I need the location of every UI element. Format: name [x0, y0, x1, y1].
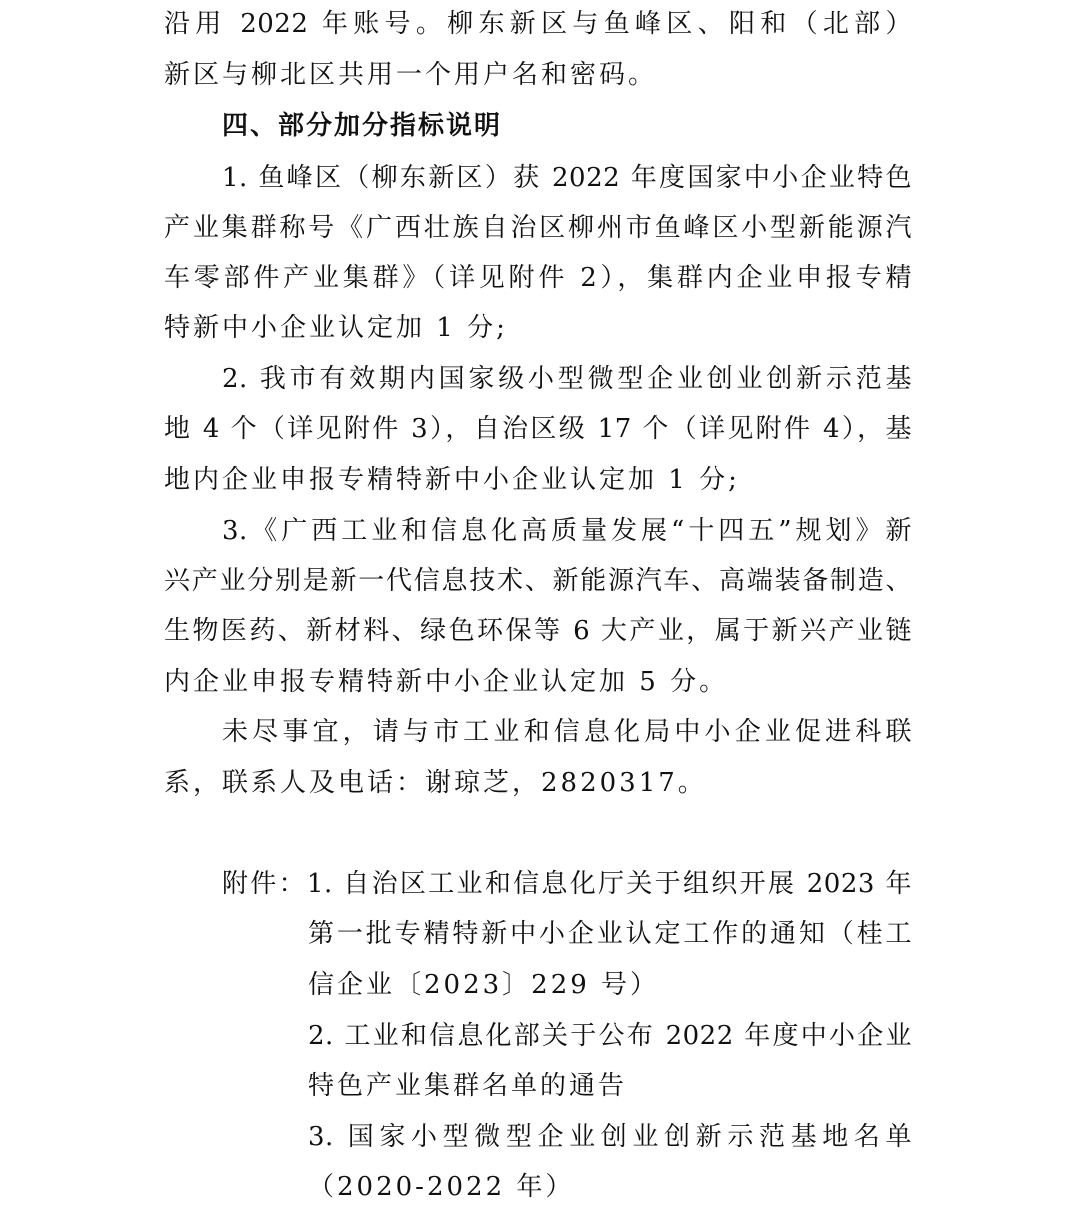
text-line: 未尽事宜，请与市工业和信息化局中小企业促进科联	[222, 717, 912, 747]
text-line: 沿用 2022 年账号。柳东新区与鱼峰区、阳和（北部）	[164, 9, 912, 39]
text-line: 地内企业申报专精特新中小企业认定加 1 分;	[164, 465, 740, 495]
text-line: 2. 我市有效期内国家级小型微型企业创业创新示范基	[222, 364, 912, 394]
text-line: 特新中小企业认定加 1 分;	[164, 313, 508, 343]
text-line: 新区与柳北区共用一个用户名和密码。	[164, 60, 658, 90]
text-line: 3.《广西工业和信息化高质量发展“十四五”规划》新	[222, 516, 912, 546]
attachment-item: 第一批专精特新中小企业认定工作的通知（桂工	[308, 919, 912, 949]
text-line: 系，联系人及电话：谢琼芝，2820317。	[164, 768, 707, 798]
text-line: 生物医药、新材料、绿色环保等 6 大产业，属于新兴产业链	[164, 616, 912, 646]
attachment-item: 2. 工业和信息化部关于公布 2022 年度中小企业	[308, 1021, 912, 1051]
text-line: 内企业申报专精特新中小企业认定加 5 分。	[164, 667, 729, 697]
attachment-item: 附件：1. 自治区工业和信息化厅关于组织开展 2023 年	[222, 869, 912, 899]
section-heading: 四、部分加分指标说明	[222, 111, 503, 141]
text-line: 车零部件产业集群》（详见附件 2），集群内企业申报专精	[164, 263, 912, 293]
attachment-item: （2020-2022 年）	[308, 1172, 575, 1202]
text-line: 地 4 个（详见附件 3），自治区级 17 个（详见附件 4），基	[164, 414, 912, 444]
attachment-item: 3. 国家小型微型企业创业创新示范基地名单	[308, 1122, 912, 1152]
text-line: 1. 鱼峰区（柳东新区）获 2022 年度国家中小企业特色	[222, 163, 912, 193]
attachment-item: 信企业〔2023〕229 号）	[308, 970, 660, 1000]
text-line: 兴产业分别是新一代信息技术、新能源汽车、高端装备制造、	[164, 566, 912, 596]
text-line: 产业集群称号《广西壮族自治区柳州市鱼峰区小型新能源汽	[164, 213, 912, 243]
attachment-item: 特色产业集群名单的通告	[308, 1071, 628, 1101]
